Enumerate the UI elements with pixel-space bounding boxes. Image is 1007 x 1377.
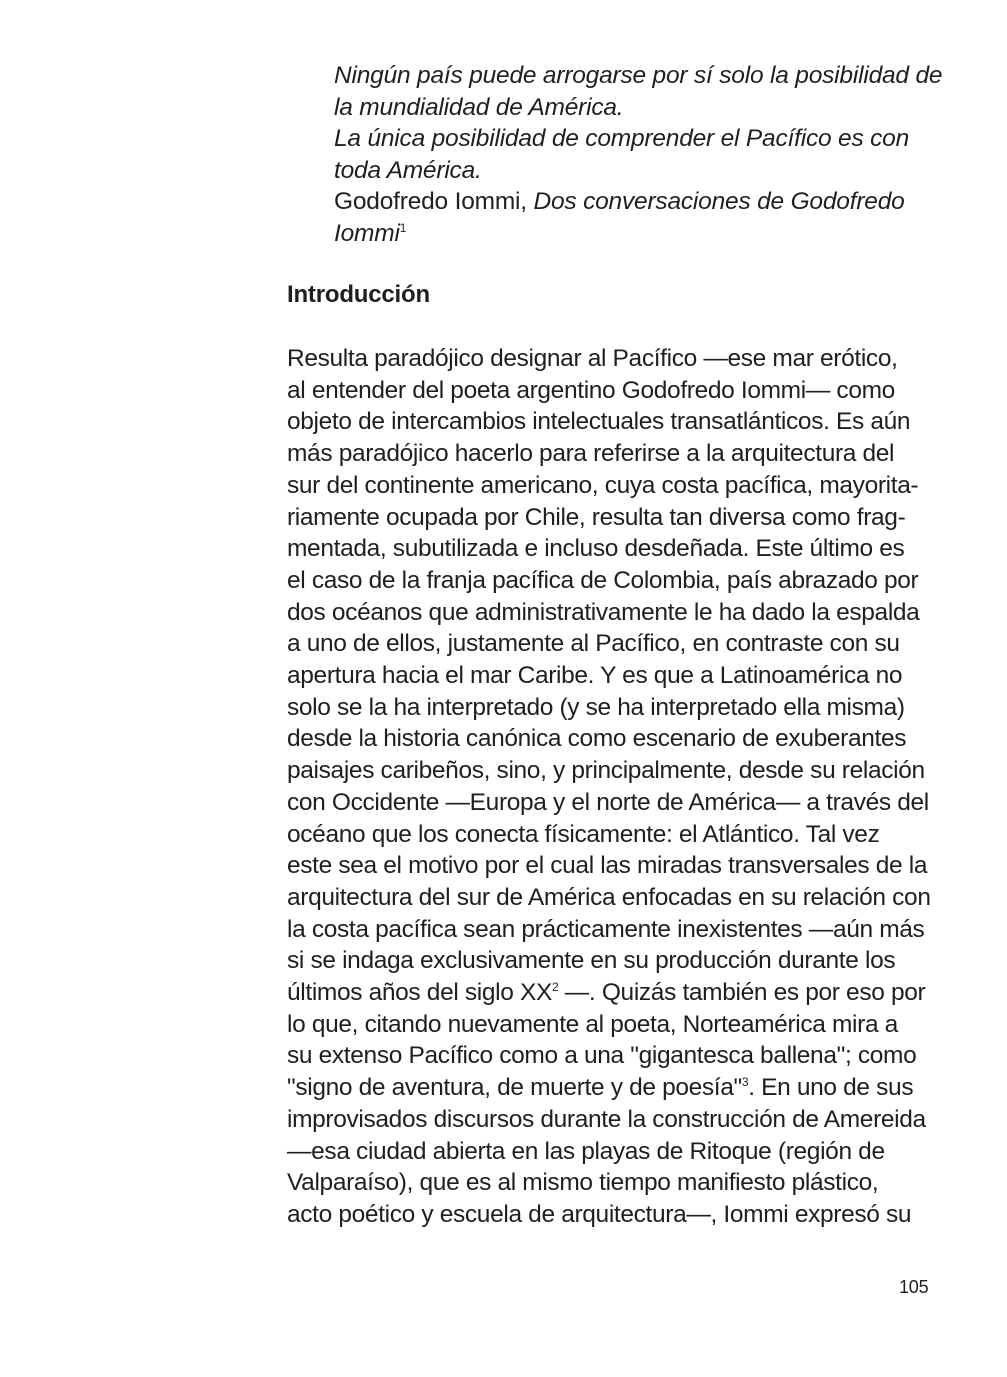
epigraph-quote-line: La única posibilidad de comprender el Pacífico es con (334, 125, 910, 152)
body-line: al entender del poeta argentino Godofredo Iommi— como (287, 376, 895, 404)
epigraph-attribution (334, 186, 954, 218)
body-line: la costa pacífica sean prácticamente inexistentes —aún más (287, 915, 925, 943)
body-line: más paradójico hacerlo para referirse a la arquitectura del (287, 440, 895, 468)
body-line: océano que los conecta físicamente: el Atlántico. Tal vez (287, 820, 880, 848)
body-line: Resulta paradójico designar al Pacífico —ese mar erótico, (287, 345, 898, 372)
body-line: riamente ocupada por Chile, resulta tan diversa como frag- (287, 503, 906, 531)
body-text-segment: . En uno de sus (748, 1074, 914, 1102)
body-line: su extenso Pacífico como a una "gigantesca ballena"; como (287, 1042, 917, 1070)
body-line: el caso de la franja pacífica de Colombia, país abrazado por (287, 566, 919, 594)
body-line: apertura hacia el mar Caribe. Y es que a Latinoamérica no (287, 662, 903, 690)
epigraph-attribution-continued (334, 218, 954, 250)
footnote-ref: 3 (741, 1075, 749, 1090)
body-line: mentada, subutilizada e incluso desdeñada. Este último es (287, 535, 905, 563)
body-line: objeto de intercambios intelectuales transatlánticos. Es aún (287, 408, 911, 436)
body-line: paisajes caribeños, sino, y principalmente, desde su relación (287, 757, 925, 785)
body-line: sur del continente americano, cuya costa pacífica, mayorita- (287, 471, 919, 499)
body-line: a uno de ellos, justamente al Pacífico, en contraste con su (287, 630, 900, 658)
body-text-segment: —. Quizás también es por eso por (558, 979, 926, 1007)
body-line: arquitectura del sur de América enfocadas en su relación con (287, 883, 931, 911)
epigraph-quote-line: la mundialidad de América. (334, 93, 624, 121)
attribution-title: Iommi (334, 219, 400, 247)
body-line: dos océanos que administrativamente le ha dado la espalda (287, 598, 920, 626)
body-line: con Occidente —Europa y el norte de América— a través del (287, 788, 929, 816)
attribution-author: Godofredo Iommi, (334, 188, 534, 215)
section-title: Introducción (287, 281, 430, 308)
body-paragraph (287, 343, 947, 1231)
body-line: Valparaíso), que es al mismo tiempo manifiesto plástico, (287, 1169, 879, 1197)
body-line: desde la historia canónica como escenario de exuberantes (287, 725, 907, 753)
body-line: —esa ciudad abierta en las playas de Ritoque (región de (287, 1137, 885, 1165)
body-text-segment: "signo de aventura, de muerte y de poesía" (287, 1074, 742, 1102)
epigraph (334, 60, 954, 249)
body-line: improvisados discursos durante la construcción de Amereida (287, 1105, 926, 1133)
footnote-ref: 2 (551, 979, 559, 994)
epigraph-quote-line: toda América. (334, 156, 482, 184)
page-number: 105 (899, 1277, 929, 1297)
body-line (287, 1072, 947, 1104)
body-line: acto poético y escuela de arquitectura—, Iommi expresó su (287, 1200, 912, 1228)
body-line (287, 977, 947, 1009)
body-line: lo que, citando nuevamente al poeta, Norteamérica mira a (287, 1010, 898, 1038)
body-line: este sea el motivo por el cual las miradas transversales de la (287, 852, 928, 880)
footnote-ref: 1 (399, 220, 407, 235)
attribution-title: Dos conversaciones de Godofredo (533, 188, 905, 215)
body-text-segment: últimos años del siglo XX (287, 979, 552, 1007)
body-line: si se indaga exclusivamente en su producción durante los (287, 947, 896, 975)
body-line: solo se la ha interpretado (y se ha interpretado ella misma) (287, 693, 905, 721)
epigraph-quote-line: Ningún país puede arrogarse por sí solo la posibilidad de (334, 62, 943, 89)
